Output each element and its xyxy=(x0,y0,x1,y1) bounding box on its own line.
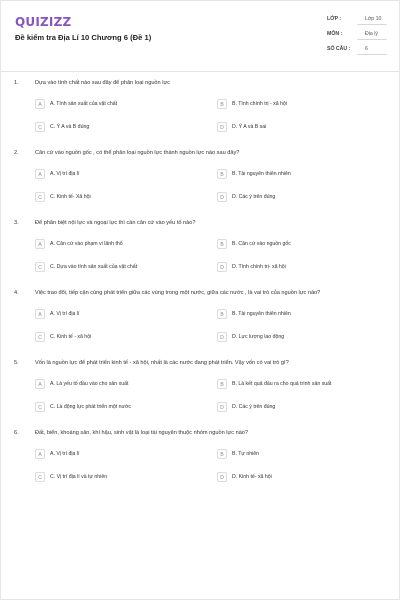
option-letter: A xyxy=(35,99,45,109)
option-text: B. Tự nhiên xyxy=(232,451,260,457)
meta-subject-label: MÔN : xyxy=(327,31,343,37)
option-letter: A xyxy=(35,449,45,459)
option-text: A. Vị trí địa lí xyxy=(50,311,80,317)
option-letter: C xyxy=(35,402,45,412)
option-letter: A xyxy=(35,379,45,389)
question-5 xyxy=(1,360,399,422)
question-text: Dựa vào tính chất nào sau đây để phân loại nguồn lực xyxy=(35,80,170,86)
option-text: D. Ý A và B sai xyxy=(232,124,267,130)
divider xyxy=(357,24,387,25)
option-letter: B xyxy=(217,99,227,109)
option-text: A. Tính sản xuất của vật chất xyxy=(50,101,118,107)
option-letter: B xyxy=(217,169,227,179)
option-letter: C xyxy=(35,332,45,342)
option-letter: D xyxy=(217,332,227,342)
option-letter: A xyxy=(35,169,45,179)
divider xyxy=(357,39,387,40)
option-text: D. Kinh tế- xã hội xyxy=(232,474,272,480)
question-number: 3. xyxy=(14,220,19,226)
option-text: D. Tính chính trị- xã hội xyxy=(232,264,286,270)
question-number: 4. xyxy=(14,290,19,296)
option-text: B. Căn cứ vào nguồn gốc xyxy=(232,241,291,247)
option-letter: B xyxy=(217,449,227,459)
question-text: Căn cứ vào nguồn gốc , có thể phân loại nguồn lực thành nguồn lực nào sau đây? xyxy=(35,150,240,156)
option-text: A. Căn cứ vào phạm vi lãnh thổ xyxy=(50,241,123,247)
quizizz-logo: QUIZIZZ xyxy=(15,15,72,29)
question-1 xyxy=(1,80,399,142)
option-text: C. Kinh tế - xã hội xyxy=(50,334,92,340)
option-letter: C xyxy=(35,192,45,202)
option-text: D. Lực lượng lao động xyxy=(232,334,285,340)
option-letter: B xyxy=(217,379,227,389)
option-letter: B xyxy=(217,239,227,249)
option-text: B. Tài nguyên thiên nhiên xyxy=(232,311,291,317)
option-text: B. Tính chính trị - xã hội xyxy=(232,101,287,107)
option-text: C. Ý A và B đúng xyxy=(50,124,90,130)
question-4 xyxy=(1,290,399,352)
option-letter: D xyxy=(217,192,227,202)
option-text: A. Là yếu tố đầu vào cho sản xuất xyxy=(50,381,129,387)
question-text: Việc trao đổi, tiếp cận cùng phát triển giữa các vùng trong một nước, giữa các nước , là vai trò của nguồn lực nào? xyxy=(35,290,321,296)
meta-class-label: LỚP : xyxy=(327,16,342,22)
meta-class-value: Lớp 10 xyxy=(365,16,382,22)
option-letter: C xyxy=(35,262,45,272)
option-letter: D xyxy=(217,262,227,272)
meta-count-value: 6 xyxy=(365,46,368,52)
question-number: 6. xyxy=(14,430,19,436)
option-text: C. Vị trí địa lí và tự nhiên xyxy=(50,474,108,480)
option-letter: A xyxy=(35,239,45,249)
question-2 xyxy=(1,150,399,212)
option-letter: D xyxy=(217,472,227,482)
meta-subject-value: Địa lý xyxy=(365,31,378,37)
question-number: 5. xyxy=(14,360,19,366)
page-title: Đề kiểm tra Địa Lí 10 Chương 6 (Đề 1) xyxy=(15,33,152,42)
question-text: Để phân biệt nội lực và ngoại lực thì cần căn cứ vào yếu tố nào? xyxy=(35,220,196,226)
option-text: C. Là động lực phát triển một nước xyxy=(50,404,131,410)
option-letter: D xyxy=(217,122,227,132)
question-6 xyxy=(1,430,399,492)
option-text: A. Vị trí địa lí xyxy=(50,171,80,177)
option-text: B. Tài nguyên thiên nhiên xyxy=(232,171,291,177)
option-text: B. Là kết quả đầu ra cho quá trình sản xuất xyxy=(232,381,332,387)
question-number: 2. xyxy=(14,150,19,156)
header-divider xyxy=(1,71,399,72)
question-text: Đất, biển, khoáng sản, khí hậu, sinh vật là loại tài nguyên thuộc nhóm nguồn lực nào? xyxy=(35,430,249,436)
option-text: C. Dựa vào tính sản xuất của vật chất xyxy=(50,264,138,270)
question-text: Vốn là nguồn lực để phát triển kinh tế - xã hội, nhất là các nước đang phát triển. Vậy vốn có vai trò gì? xyxy=(35,360,289,366)
meta-count-label: SỐ CÂU : xyxy=(327,46,351,52)
option-text: C. Kinh tế- Xã hội xyxy=(50,194,91,200)
option-letter: C xyxy=(35,472,45,482)
option-text: D. Các ý trên đúng xyxy=(232,194,276,200)
option-letter: B xyxy=(217,309,227,319)
question-number: 1. xyxy=(14,80,19,86)
option-text: D. Các ý trên đúng xyxy=(232,404,276,410)
option-letter: D xyxy=(217,402,227,412)
option-text: A. Vị trí địa lí xyxy=(50,451,80,457)
option-letter: C xyxy=(35,122,45,132)
question-3 xyxy=(1,220,399,282)
option-letter: A xyxy=(35,309,45,319)
divider xyxy=(357,54,387,55)
